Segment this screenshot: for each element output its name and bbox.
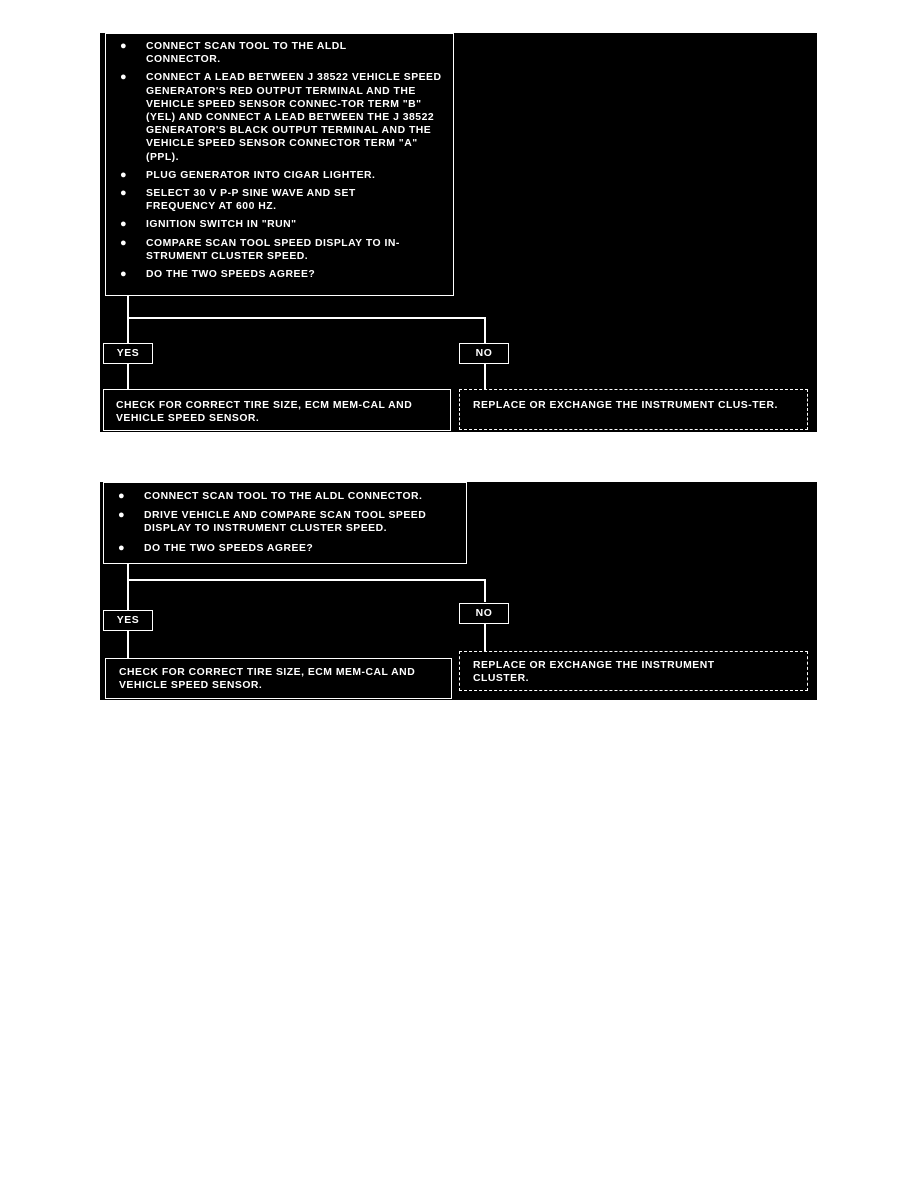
connector-line: [127, 363, 129, 389]
connector-line: [127, 317, 486, 319]
step-item: [106, 268, 453, 281]
step-item: [106, 218, 453, 231]
no-result-box: [459, 389, 808, 430]
question-box: [105, 33, 454, 296]
bullet-icon: ●: [120, 236, 128, 249]
flowchart-2: [100, 482, 817, 700]
bullet-icon: ●: [118, 509, 126, 522]
connector-line: [484, 363, 486, 389]
connector-line: [484, 624, 486, 651]
connector-line: [127, 317, 129, 343]
bullet-icon: ●: [120, 218, 128, 231]
step-item: [104, 542, 466, 555]
yes-result-text: CHECK FOR CORRECT TIRE SIZE, ECM MEM-CAL AND VEHICLE SPEED SENSOR.: [119, 667, 416, 691]
step-text: PLUG GENERATOR INTO CIGAR LIGHTER.: [146, 169, 376, 181]
yes-label: YES: [103, 343, 153, 364]
question-box: [103, 482, 467, 564]
bullet-icon: ●: [120, 71, 128, 84]
connector-line: [484, 317, 486, 343]
flowchart-1: [100, 33, 817, 432]
step-item: [104, 490, 466, 503]
yes-result-box: [103, 389, 451, 431]
no-result-text: REPLACE OR EXCHANGE THE INSTRUMENT CLUS-TER.: [473, 400, 778, 411]
connector-line: [127, 296, 129, 319]
connector-line: [127, 579, 486, 581]
no-result-box: [459, 651, 808, 691]
connector-line: [484, 579, 486, 602]
connector-line: [127, 630, 129, 658]
step-item: [106, 187, 453, 213]
bullet-icon: ●: [120, 168, 128, 181]
connector-line: [127, 579, 129, 610]
step-item: [104, 509, 466, 535]
no-result-text: REPLACE OR EXCHANGE THE INSTRUMENT CLUSTER.: [473, 660, 715, 684]
no-label: NO: [459, 603, 509, 624]
step-text: DO THE TWO SPEEDS AGREE?: [144, 542, 314, 554]
bullet-icon: ●: [120, 40, 128, 52]
step-item: [106, 40, 453, 66]
step-item: [106, 169, 453, 182]
step-text: DO THE TWO SPEEDS AGREE?: [146, 269, 316, 281]
bullet-icon: ●: [118, 490, 126, 502]
bullet-icon: ●: [120, 187, 128, 200]
bullet-icon: ●: [118, 541, 126, 554]
step-text: CONNECT SCAN TOOL TO THE ALDL CONNECTOR.: [146, 41, 347, 66]
step-item: [106, 237, 453, 263]
yes-result-text: CHECK FOR CORRECT TIRE SIZE, ECM MEM-CAL AND VEHICLE SPEED SENSOR.: [116, 400, 413, 424]
step-text: DRIVE VEHICLE AND COMPARE SCAN TOOL SPEED DISPLAY TO INSTRUMENT CLUSTER SPEED.: [144, 510, 427, 535]
bullet-icon: ●: [120, 268, 128, 281]
step-text: CONNECT SCAN TOOL TO THE ALDL CONNECTOR.: [144, 491, 423, 502]
step-item: [106, 71, 453, 163]
yes-label: YES: [103, 610, 153, 631]
step-text: IGNITION SWITCH IN "RUN": [146, 219, 297, 231]
no-label: NO: [459, 343, 509, 364]
step-text: SELECT 30 V P-P SINE WAVE AND SET FREQUENCY AT 600 HZ.: [146, 188, 356, 213]
yes-result-box: [105, 658, 452, 699]
step-text: COMPARE SCAN TOOL SPEED DISPLAY TO IN-STRUMENT CLUSTER SPEED.: [146, 237, 400, 262]
step-text: CONNECT A LEAD BETWEEN J 38522 VEHICLE SPEED GENERATOR'S RED OUTPUT TERMINAL AND THE VEHICLE SPEED SENSOR CONNEC-TOR TERM "B" (YEL) AND CONNECT A LEAD BETWEEN THE J 38522 GENERATOR'S BLACK OUTPUT TERMINAL AND THE VEHICLE SPEED SENSOR CONNECTOR TERM "A" (PPL).: [146, 72, 442, 163]
